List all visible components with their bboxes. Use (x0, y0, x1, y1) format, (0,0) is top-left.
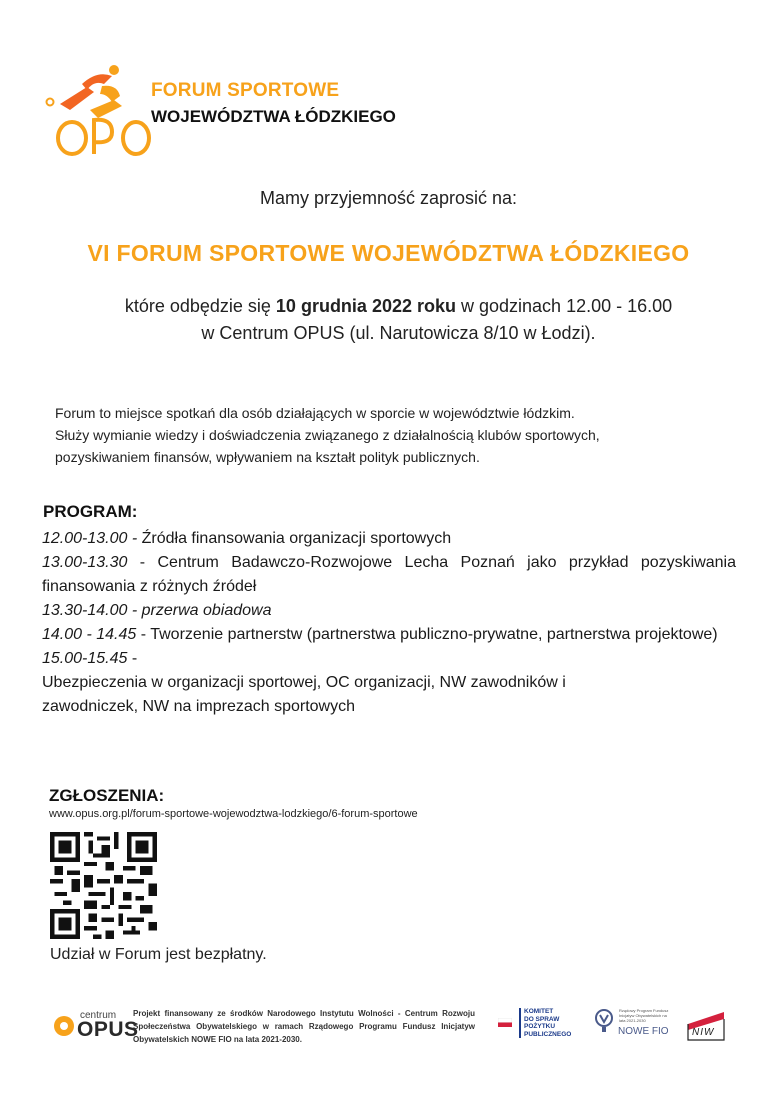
registration-url[interactable]: www.opus.org.pl/forum-sportowe-wojewodztwa-lodzkiego/6-forum-sportowe (49, 808, 418, 820)
program-text: Źródła finansowania organizacji sportowych (141, 530, 452, 547)
program-sep: - (127, 602, 142, 619)
program-item (42, 527, 736, 551)
fio-logo-icon (594, 1008, 616, 1034)
program-item (42, 599, 736, 623)
fio-label: NOWE FIO (618, 1026, 669, 1037)
logo-title: FORUM SPORTOWE (151, 80, 340, 101)
program-heading: PROGRAM: (43, 502, 138, 521)
event-date: 10 grudnia 2022 roku (275, 296, 456, 316)
program-sep: - (127, 554, 158, 571)
program-text: Ubezpieczenia w organizacji sportowej, OC organizacji, NW zawodników i zawodniczek, NW na imprezach sportowych (42, 674, 566, 715)
description-line: Służy wymianie wiedzy i doświadczenia związanego z działalnością klubów sportowych, (55, 427, 600, 443)
funding-note: Projekt finansowany ze środków Narodowego Instytutu Wolności - Centrum Rozwoju Społeczeństwa Obywatelskiego w ramach Rządowego Programu Fundusz Inicjatyw Obywatelskich NOWE FIO na lata 2021-2030. (133, 1009, 475, 1044)
program-text: przerwa obiadowa (141, 602, 272, 619)
program-text: Tworzenie partnerstw (partnerstwa publiczno-prywatne, partnerstwa projektowe) (150, 626, 718, 643)
invite-text: Mamy przyjemność zaprosić na: (259, 188, 518, 208)
komitet-logo (519, 1008, 571, 1038)
fio-program-note: Rządowy Program Fundusz Inicjatyw Obywatelskich na lata 2021-2030 (619, 1008, 669, 1023)
logo-subtitle: WOJEWÓDZTWA ŁÓDZKIEGO (151, 107, 396, 126)
program-item (42, 647, 736, 719)
program-item (42, 623, 736, 647)
description (55, 402, 735, 468)
program-list (42, 527, 736, 719)
forum-logo-icon (42, 62, 152, 162)
registration-heading: ZGŁOSZENIA: (49, 786, 165, 805)
komitet-line: DO SPRAW (524, 1015, 560, 1023)
program-time: 13.30-14.00 (42, 602, 128, 619)
when-prefix: które odbędzie się (124, 296, 276, 316)
opus-logo-text: OPUS (77, 1018, 139, 1041)
program-sep: - (136, 626, 151, 643)
program-time: 15.00-15.45 (42, 650, 128, 667)
program-sep: - (127, 530, 142, 547)
niw-label: NIW (692, 1027, 715, 1038)
program-text: Centrum Badawczo-Rozwojowe Lecha Poznań jako przykład pozyskiwania finansowania z różnych źródeł (42, 554, 736, 595)
description-line: Forum to miejsce spotkań dla osób działających w sporcie w województwie łódzkim. (55, 405, 575, 421)
poland-flag-icon (498, 1018, 512, 1027)
program-item (42, 551, 736, 599)
event-place: w Centrum OPUS (ul. Narutowicza 8/10 w Łodzi). (201, 323, 596, 343)
opus-logo-small: centrum (80, 1010, 117, 1021)
program-time: 12.00-13.00 (42, 530, 128, 547)
qr-code-icon[interactable] (50, 832, 157, 939)
komitet-line: KOMITET (524, 1008, 554, 1015)
komitet-line: POŻYTKU (524, 1023, 556, 1030)
event-when (0, 293, 777, 347)
free-note: Udział w Forum jest bezpłatny. (50, 946, 267, 963)
program-time: 14.00 - 14.45 (42, 626, 137, 643)
event-title: VI FORUM SPORTOWE WOJEWÓDZTWA ŁÓDZKIEGO (87, 240, 690, 266)
program-sep: - (127, 650, 138, 667)
description-line: pozyskiwaniem finansów, wpływaniem na kształt polityk publicznych. (55, 449, 480, 465)
when-suffix: w godzinach 12.00 - 16.00 (456, 296, 673, 316)
komitet-line: PUBLICZNEGO (524, 1030, 572, 1038)
program-time: 13.00-13.30 (42, 554, 128, 571)
